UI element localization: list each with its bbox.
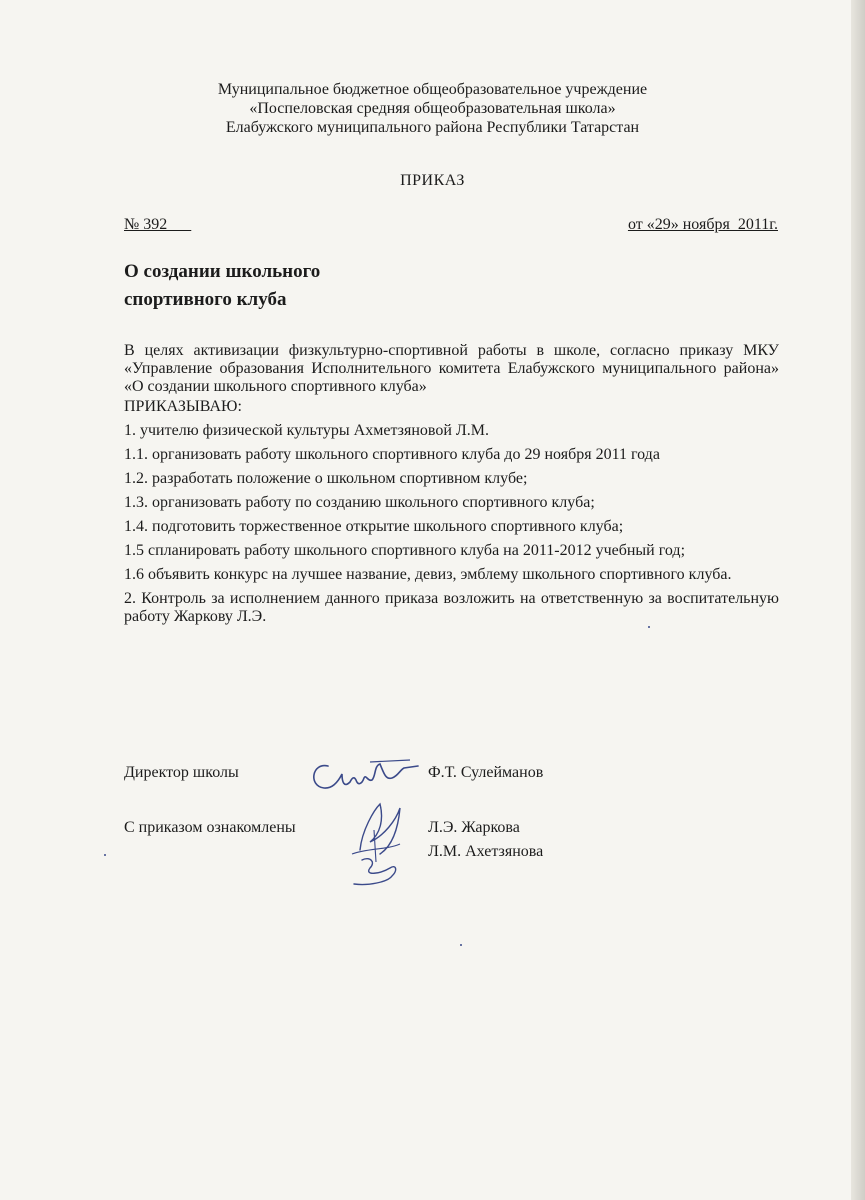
intro-paragraph: В целях активизации физкультурно-спортивной работы в школе, согласно приказу МКУ «Управление образования Исполнительного комитета Елабужского муниципального района» «О создании школьного спортивного клуба»	[124, 342, 779, 395]
subject-line-1: О создании школьного	[124, 261, 321, 282]
order-date: от «29» ноября 2011г.	[627, 216, 778, 233]
order-item: 1.6 объявить конкурс на лучшее название, девиз, эмблему школьного спортивного клуба.	[124, 566, 732, 583]
acquainted-label: С приказом ознакомлены	[124, 819, 296, 836]
order-number: № 392	[124, 216, 192, 233]
director-label: Директор школы	[124, 764, 239, 781]
institution-header	[0, 80, 865, 137]
subject-line-2: спортивного клуба	[124, 289, 287, 310]
ink-speck	[460, 944, 462, 946]
order-item: 2. Контроль за исполнением данного приказа возложить на ответственную за воспитательную работу Жаркову Л.Э.	[124, 590, 779, 625]
order-body	[124, 342, 779, 632]
order-item: 1.3. организовать работу по созданию школьного спортивного клуба;	[124, 494, 595, 511]
order-item: 1.2. разработать положение о школьном спортивном клубе;	[124, 470, 528, 487]
header-line-1: Муниципальное бюджетное общеобразовательное учреждение	[217, 81, 648, 98]
director-name: Ф.Т. Сулейманов	[428, 764, 544, 781]
ink-speck	[648, 626, 650, 628]
order-item: 1.1. организовать работу школьного спортивного клуба до 29 ноября 2011 года	[124, 446, 660, 463]
order-item: 1.4. подготовить торжественное открытие школьного спортивного клуба;	[124, 518, 624, 535]
ink-speck	[104, 854, 106, 856]
order-item: 1.5 спланировать работу школьного спортивного клуба на 2011-2012 учебный год;	[124, 542, 686, 559]
order-subject	[124, 258, 320, 314]
document-title: ПРИКАЗ	[400, 172, 465, 189]
acquainted-name-1: Л.Э. Жаркова	[428, 819, 520, 836]
header-line-3: Елабужского муниципального района Республики Татарстан	[225, 119, 640, 136]
order-item: 1. учителю физической культуры Ахметзяновой Л.М.	[124, 422, 489, 439]
header-line-2: «Поспеловская средняя общеобразовательная школа»	[249, 100, 616, 117]
order-word: ПРИКАЗЫВАЮ:	[124, 398, 242, 415]
acquaintance-signatures	[340, 790, 420, 890]
acquainted-name-2: Л.М. Ахетзянова	[428, 843, 544, 860]
